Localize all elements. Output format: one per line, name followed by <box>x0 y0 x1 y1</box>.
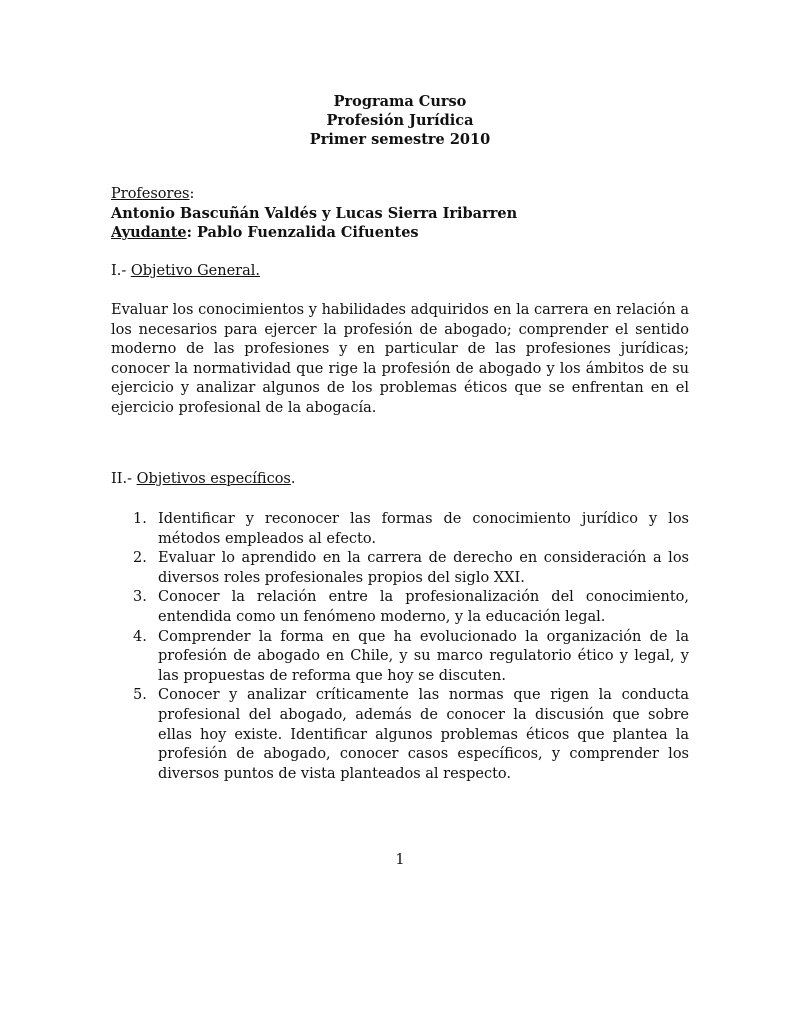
list-item-text: Comprender la forma en que ha evolucionado la organización de la profesión de abogado en Chile, y su marco regulatorio ético y legal, y las propuestas de reforma que hoy se discuten. <box>158 628 689 684</box>
list-item-number: 4. <box>133 628 147 645</box>
section-prefix: II.- <box>111 471 137 487</box>
specific-objectives-list <box>133 510 689 784</box>
title-line-program: Programa Curso <box>333 93 467 110</box>
title-line-course: Profesión Jurídica <box>326 112 474 129</box>
list-item-text: Conocer la relación entre la profesionalización del conocimiento, entendida como un fenómeno moderno, y la educación legal. <box>158 589 689 625</box>
page-number: 1 <box>395 852 405 868</box>
profesores-names: Antonio Bascuñán Valdés y Lucas Sierra Iribarren <box>111 205 518 222</box>
section-title: Objetivos específicos <box>136 471 291 487</box>
section-suffix: . <box>290 471 296 487</box>
general-objective-paragraph: Evaluar los conocimientos y habilidades adquiridos en la carrera en relación a los necesarios para ejercer la profesión de abogado; comprender el sentido moderno de las profesiones y en particular de las profesiones jurídicas; conocer la normatividad que rige la profesión de abogado y los ámbitos de su ejercicio y analizar algunos de los problemas éticos que se enfrentan en el ejercicio profesional de la abogacía. <box>111 302 689 416</box>
list-item <box>133 510 689 549</box>
list-item-number: 1. <box>133 511 147 527</box>
profesores-label: Profesores <box>111 186 190 202</box>
section-title: Objetivo General. <box>130 263 261 279</box>
staff-block <box>111 185 517 242</box>
ayudante-name: : Pablo Fuenzalida Cifuentes <box>186 224 419 241</box>
profesores-line <box>111 185 517 204</box>
title-line-semester: Primer semestre 2010 <box>309 131 491 148</box>
section-prefix: I.- <box>111 263 131 279</box>
profesores-colon: : <box>189 186 195 202</box>
ayudante-label: Ayudante <box>111 224 187 241</box>
list-item-text: Conocer y analizar críticamente las normas que rigen la conducta profesional del abogado, además de conocer la discusión que sobre ellas hoy existe. Identificar algunos problemas éticos que plantea la profesión de abogado, conocer casos específicos, y comprender los diversos puntos de vista planteados al respecto. <box>158 687 689 782</box>
list-item-number: 5. <box>133 687 147 704</box>
list-item <box>133 549 689 588</box>
list-item-text: Identificar y reconocer las formas de conocimiento jurídico y los métodos empleados al efecto. <box>158 511 689 547</box>
ayudante-line <box>111 223 517 242</box>
list-item-number: 3. <box>133 589 147 606</box>
section-heading-general <box>111 262 260 281</box>
list-item <box>133 588 689 627</box>
list-item-number: 2. <box>133 550 147 567</box>
list-item <box>133 686 689 784</box>
section-heading-specific <box>111 470 295 489</box>
document-title-block <box>0 92 800 149</box>
list-item <box>133 628 689 687</box>
list-item-text: Evaluar lo aprendido en la carrera de derecho en consideración a los diversos roles profesionales propios del siglo XXI. <box>158 550 689 586</box>
